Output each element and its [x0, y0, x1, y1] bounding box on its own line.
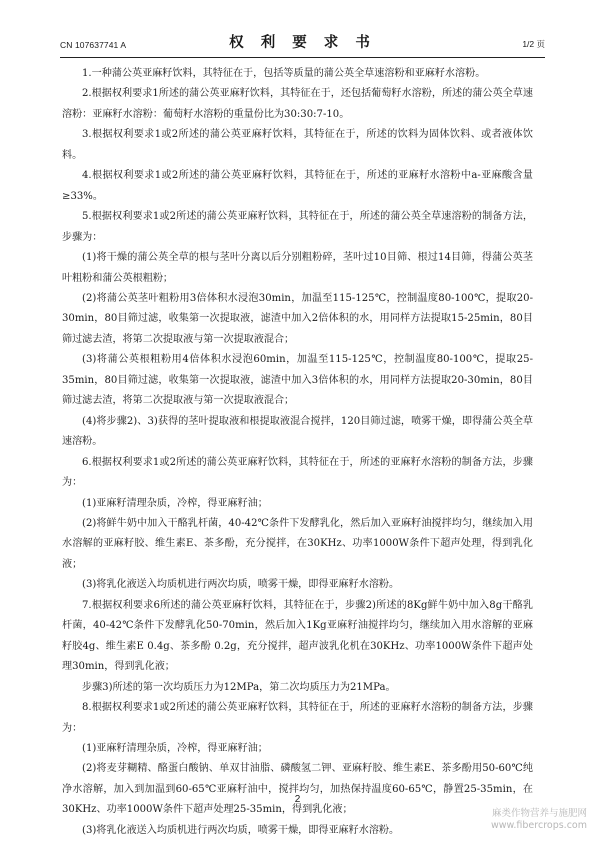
- claim-5-step-2: (2)将蒲公英茎叶粗粉用3倍体积水浸泡30min，加温至115-125℃，控制温度80-100℃，提取20-30min，80目筛过滤，收集第一次提取液，滤渣中加入2倍体积的水，用同样方法提取15-25min，80目筛过滤去渣，将第二次提取液与第一次提取液混合；: [62, 292, 533, 345]
- claim-1: 1.一种蒲公英亚麻籽饮料，其特征在于，包括等质量的蒲公英全草速溶粉和亚麻籽水溶粉。: [82, 68, 486, 79]
- claims-body: [62, 64, 533, 841]
- claim-6-step-2: (2)将鲜牛奶中加入干酪乳杆菌，40-42℃条件下发酵乳化，然后加入亚麻籽油搅拌均匀，继续加入用水溶解的亚麻籽胶、维生素E、茶多酚，充分搅拌，在30KHz、功率1000W条件下超声处理，得到乳化液；: [62, 517, 533, 570]
- claim-5-step-1: (1)将干燥的蒲公英全草的根与茎叶分离以后分别粗粉碎，茎叶过10目筛、根过14目筛，得蒲公英茎叶粗粉和蒲公英根粗粉；: [62, 252, 533, 284]
- section-title: 权 利 要 求 书: [229, 34, 376, 51]
- claim-6-step-1: (1)亚麻籽清理杂质，冷榨，得亚麻籽油；: [82, 497, 268, 509]
- claim-8-step-1: (1)亚麻籽清理杂质，冷榨，得亚麻籽油；: [82, 742, 268, 754]
- claim-5: 5.根据权利要求1或2所述的蒲公英亚麻籽饮料，其特征在于，所述的蒲公英全草速溶粉的制备方法，步骤为：: [62, 211, 533, 243]
- claim-3: 3.根据权利要求1或2所述的蒲公英亚麻籽饮料，其特征在于，所述的饮料为固体饮料、或者液体饮料。: [62, 129, 533, 161]
- claim-8: 8.根据权利要求1或2所述的蒲公英亚麻籽饮料，其特征在于，所述的亚麻籽水溶粉的制备方法，步骤为：: [62, 702, 533, 734]
- claim-5-step-3: (3)将蒲公英根粗粉用4倍体积水浸泡60min，加温至115-125℃，控制温度80-100℃，提取25-35min，80目筛过滤，收集第一次提取液，滤渣中加入3倍体积的水，用同样方法提取20-30min，80目筛过滤去渣，将第二次提取液与第一次提取液混合；: [62, 354, 533, 407]
- watermark-site-name: 麻类作物营养与施肥网: [491, 808, 587, 819]
- page-number: 2: [294, 794, 301, 805]
- claim-8-step-2: (2)将麦芽糊精、酪蛋白酸钠、单双甘油脂、磷酸氢二钾、亚麻籽胶、维生素E、茶多酚用50-60℃纯净水溶解，加入到加温到60-65℃亚麻籽油中，搅拌均匀，加热保持温度60-65℃，静置25-35min，在30KHz、功率1000W条件下超声处理25-35min，得到乳化液；: [62, 763, 533, 816]
- page-header: [60, 32, 545, 54]
- page-indicator: 1/2 页: [522, 39, 545, 49]
- claim-7-step-3: 步骤3)所述的第一次均质压力为12MPa，第二次均质压力为21MPa。: [82, 681, 396, 693]
- claim-4: 4.根据权利要求1或2所述的蒲公英亚麻籽饮料，其特征在于，所述的亚麻籽水溶粉中a-亚麻酸含量≥33%。: [62, 170, 533, 202]
- watermark-url: www.fibercrops.com: [490, 820, 587, 831]
- claim-6-step-3: (3)将乳化液送入均质机进行两次均质，喷雾干燥，即得亚麻籽水溶粉。: [82, 579, 400, 591]
- claim-7: 7.根据权利要求6所述的蒲公英亚麻籽饮料，其特征在于，步骤2)所述的8Kg鲜牛奶中加入8g干酪乳杆菌，40-42℃条件下发酵乳化50-70min，然后加入1Kg亚麻籽油搅拌均匀，继续加入用水溶解的亚麻籽胶4g、维生素E 0.4g、茶多酚 0.2g，充分搅拌，超声波乳化机在30KHz、功率1000W条件下超声处理30min，得到乳化液；: [62, 599, 533, 673]
- header-divider: [60, 57, 545, 58]
- claim-2: 2.根据权利要求1所述的蒲公英亚麻籽饮料，其特征在于，还包括葡萄籽水溶粉，所述的蒲公英全草速溶粉：亚麻籽水溶粉：葡萄籽水溶粉的重量份比为30:30:7-10。: [62, 88, 533, 120]
- claim-6: 6.根据权利要求1或2所述的蒲公英亚麻籽饮料，其特征在于，所述的亚麻籽水溶粉的制备方法，步骤为：: [62, 456, 533, 489]
- document-number: CN 107637741 A: [60, 40, 127, 50]
- claim-8-step-3: (3)将乳化液送入均质机进行两次均质，喷雾干燥，即得亚麻籽水溶粉。: [82, 824, 400, 836]
- claim-5-step-4: (4)将步骤2)、3)获得的茎叶提取液和根提取液混合搅拌，120目筛过滤，喷雾干燥，即得蒲公英全草速溶粉。: [62, 415, 533, 448]
- watermark: [491, 808, 587, 832]
